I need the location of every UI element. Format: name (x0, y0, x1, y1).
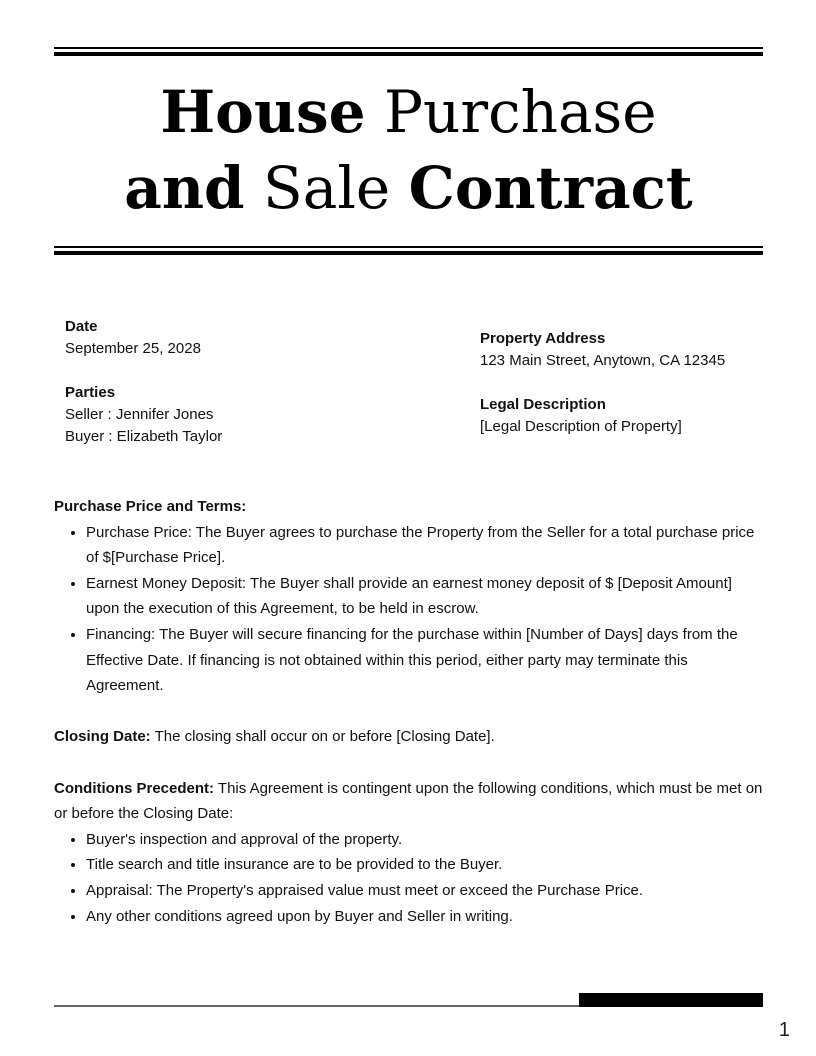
header-thin-rule-bottom (54, 246, 763, 248)
closing-text: The closing shall occur on or before [Closing Date]. (150, 728, 495, 746)
list-item: • Title search and title insurance are to be provided to the Buyer. (86, 852, 763, 878)
title-word-house: House (160, 78, 366, 146)
page-number: 1 (778, 1019, 790, 1041)
date-label: Date (65, 318, 98, 335)
list-item: • Earnest Money Deposit: The Buyer shall provide an earnest money deposit of $ [Deposit Amount] upon the execution of this Agreement, to be held in escrow. (86, 571, 763, 622)
info-right-column (480, 328, 725, 460)
list-item: • Purchase Price: The Buyer agrees to purchase the Property from the Seller for a total purchase price of $[Purchase Price]. (86, 520, 763, 571)
header-thick-rule-bottom (54, 251, 763, 255)
seller-value: Seller : Jennifer Jones (65, 406, 214, 423)
list-item: • Any other conditions agreed upon by Buyer and Seller in writing. (86, 904, 763, 930)
parties-label: Parties (65, 384, 116, 401)
date-value: September 25, 2028 (65, 340, 201, 357)
buyer-value: Buyer : Elizabeth Taylor (65, 428, 223, 445)
closing-paragraph (54, 724, 763, 750)
conditions-list (54, 827, 763, 929)
list-item: • Financing: The Buyer will secure financing for the purchase within [Number of Days] days from the Effective Date. If financing is not obtained within this period, either party may terminate this Agreement. (86, 622, 763, 699)
purchase-terms-list (54, 520, 763, 699)
header-thin-rule-top (54, 47, 763, 49)
conditions-text: This Agreement is contingent upon the following conditions, which must be met on or before the Closing Date: (54, 779, 763, 823)
legal-label: Legal Description (480, 396, 606, 413)
document-title (54, 74, 763, 226)
legal-value: [Legal Description of Property] (480, 418, 682, 435)
purchase-heading-text: Purchase Price and Terms: (54, 498, 247, 515)
footer-accent-bar (579, 993, 763, 1007)
info-left-column (65, 316, 222, 470)
header-thick-rule-top (54, 52, 763, 56)
closing-label: Closing Date: (54, 728, 151, 746)
conditions-label: Conditions Precedent: (54, 779, 215, 797)
title-word-and: and (124, 154, 245, 222)
title-word-contract: Contract (408, 154, 693, 222)
address-label: Property Address (480, 330, 606, 347)
contract-body (54, 494, 763, 929)
legal-block (480, 394, 725, 438)
list-item: • Appraisal: The Property's appraised value must meet or exceed the Purchase Price. (86, 878, 763, 904)
conditions-paragraph (54, 776, 763, 827)
address-block (480, 328, 725, 372)
date-block (65, 316, 222, 360)
address-value: 123 Main Street, Anytown, CA 12345 (480, 352, 726, 369)
title-word-purchase: Purchase (384, 78, 657, 146)
list-item: • Buyer's inspection and approval of the property. (86, 827, 763, 853)
title-word-sale: Sale (263, 154, 391, 222)
parties-block (65, 382, 222, 448)
purchase-heading (54, 494, 763, 520)
